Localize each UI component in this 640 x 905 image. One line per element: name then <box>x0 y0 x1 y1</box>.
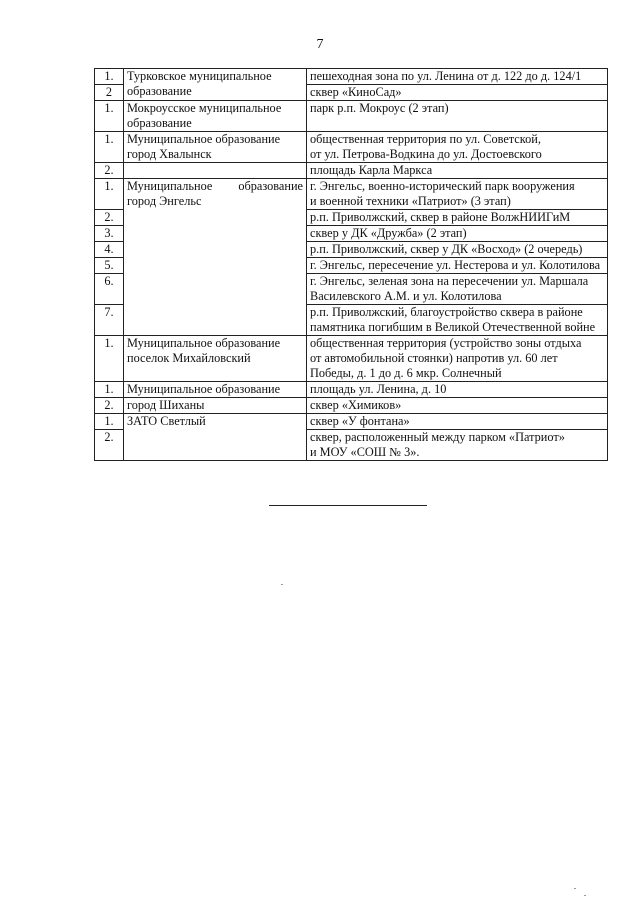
object-cell <box>307 101 608 132</box>
municipality-cell <box>124 414 307 461</box>
object-cell <box>307 414 608 430</box>
object-cell <box>307 430 608 461</box>
object-description: г. Энгельс, военно-исторический парк вооружения и военной техники «Патриот» (3 этап) <box>310 179 575 208</box>
row-number: 1. <box>95 336 124 382</box>
object-description: сквер у ДК «Дружба» (2 этап) <box>310 226 467 240</box>
public-spaces-table <box>94 68 608 461</box>
row-number: 1. <box>95 179 124 210</box>
municipality-name-line: город Энгельс <box>127 194 202 208</box>
object-description: площадь Карла Маркса <box>310 163 433 177</box>
object-description: пешеходная зона по ул. Ленина от д. 122 до д. 124/1 <box>310 69 582 83</box>
municipality-name: Муниципальное образование <box>127 382 281 396</box>
municipality-cell <box>124 179 307 336</box>
row-number: 5. <box>95 258 124 274</box>
object-description: общественная территория по ул. Советской, от ул. Петрова-Водкина до ул. Достоевского <box>310 132 542 161</box>
row-number: 6. <box>95 274 124 305</box>
row-number: 1. <box>95 69 124 85</box>
row-number: 1. <box>95 382 124 398</box>
municipality-name: Муниципальное образование поселок Михайловский <box>127 336 281 365</box>
object-description: площадь ул. Ленина, д. 10 <box>310 382 447 396</box>
object-cell <box>307 382 608 398</box>
object-cell <box>307 305 608 336</box>
row-number: 1. <box>95 132 124 163</box>
object-description: сквер «У фонтана» <box>310 414 410 428</box>
object-description: парк р.п. Мокроус (2 этап) <box>310 101 449 115</box>
object-description: г. Энгельс, пересечение ул. Нестерова и ул. Колотилова <box>310 258 601 272</box>
municipality-name: Турковское муниципальное образование <box>127 69 272 98</box>
scan-speck <box>584 895 586 896</box>
object-cell <box>307 242 608 258</box>
municipality-name-line: Муниципальное образование <box>127 179 303 193</box>
page-number: 7 <box>316 37 324 52</box>
municipality-name: Муниципальное образование город Хвалынск <box>127 132 281 161</box>
object-cell <box>307 226 608 242</box>
row-number: 1. <box>95 101 124 132</box>
object-description: сквер «КиноСад» <box>310 85 402 99</box>
end-divider-line <box>269 505 427 506</box>
municipality-cell <box>124 382 307 398</box>
object-cell <box>307 210 608 226</box>
table-row <box>95 336 608 382</box>
scan-speck <box>574 888 576 889</box>
row-number: 2. <box>95 398 124 414</box>
object-cell <box>307 398 608 414</box>
row-number: 2. <box>95 430 124 461</box>
table-row <box>95 132 608 163</box>
municipality-cell <box>124 336 307 382</box>
object-cell <box>307 258 608 274</box>
object-cell <box>307 274 608 305</box>
row-number: 2. <box>95 210 124 226</box>
table-row <box>95 382 608 398</box>
object-cell <box>307 85 608 101</box>
object-cell <box>307 179 608 210</box>
municipality-cell <box>124 132 307 163</box>
row-number: 2 <box>95 85 124 101</box>
object-description: общественная территория (устройство зоны отдыха от автомобильной стоянки) напротив ул. 60 лет Победы, д. 1 до д. 6 мкр. Солнечный <box>310 336 582 380</box>
table-row <box>95 163 608 179</box>
row-number: 7. <box>95 305 124 336</box>
object-cell <box>307 336 608 382</box>
scan-speck <box>281 584 283 585</box>
object-description: сквер «Химиков» <box>310 398 402 412</box>
municipality-cell <box>124 101 307 132</box>
municipality-cell <box>124 398 307 414</box>
object-description: р.п. Приволжский, сквер в районе ВолжНИИГиМ <box>310 210 571 224</box>
object-cell <box>307 163 608 179</box>
object-description: р.п. Приволжский, благоустройство сквера в районе памятника погибшим в Великой Отечественной войне <box>310 305 596 334</box>
municipality-cell <box>124 163 307 179</box>
row-number: 2. <box>95 163 124 179</box>
row-number: 1. <box>95 414 124 430</box>
row-number: 3. <box>95 226 124 242</box>
object-cell <box>307 132 608 163</box>
municipality-name: город Шиханы <box>127 398 205 412</box>
object-description: р.п. Приволжский, сквер у ДК «Восход» (2 очередь) <box>310 242 583 256</box>
table-row <box>95 414 608 430</box>
object-description: г. Энгельс, зеленая зона на пересечении ул. Маршала Василевского А.М. и ул. Колотилова <box>310 274 589 303</box>
row-number: 4. <box>95 242 124 258</box>
object-description: сквер, расположенный между парком «Патриот» и МОУ «СОШ № 3». <box>310 430 565 459</box>
municipality-name: Мокроусское муниципальное образование <box>127 101 282 130</box>
table-row <box>95 398 608 414</box>
table-row <box>95 101 608 132</box>
table-row <box>95 179 608 210</box>
object-cell <box>307 69 608 85</box>
municipality-cell <box>124 69 307 101</box>
table-row <box>95 69 608 85</box>
municipality-name: ЗАТО Светлый <box>127 414 206 428</box>
